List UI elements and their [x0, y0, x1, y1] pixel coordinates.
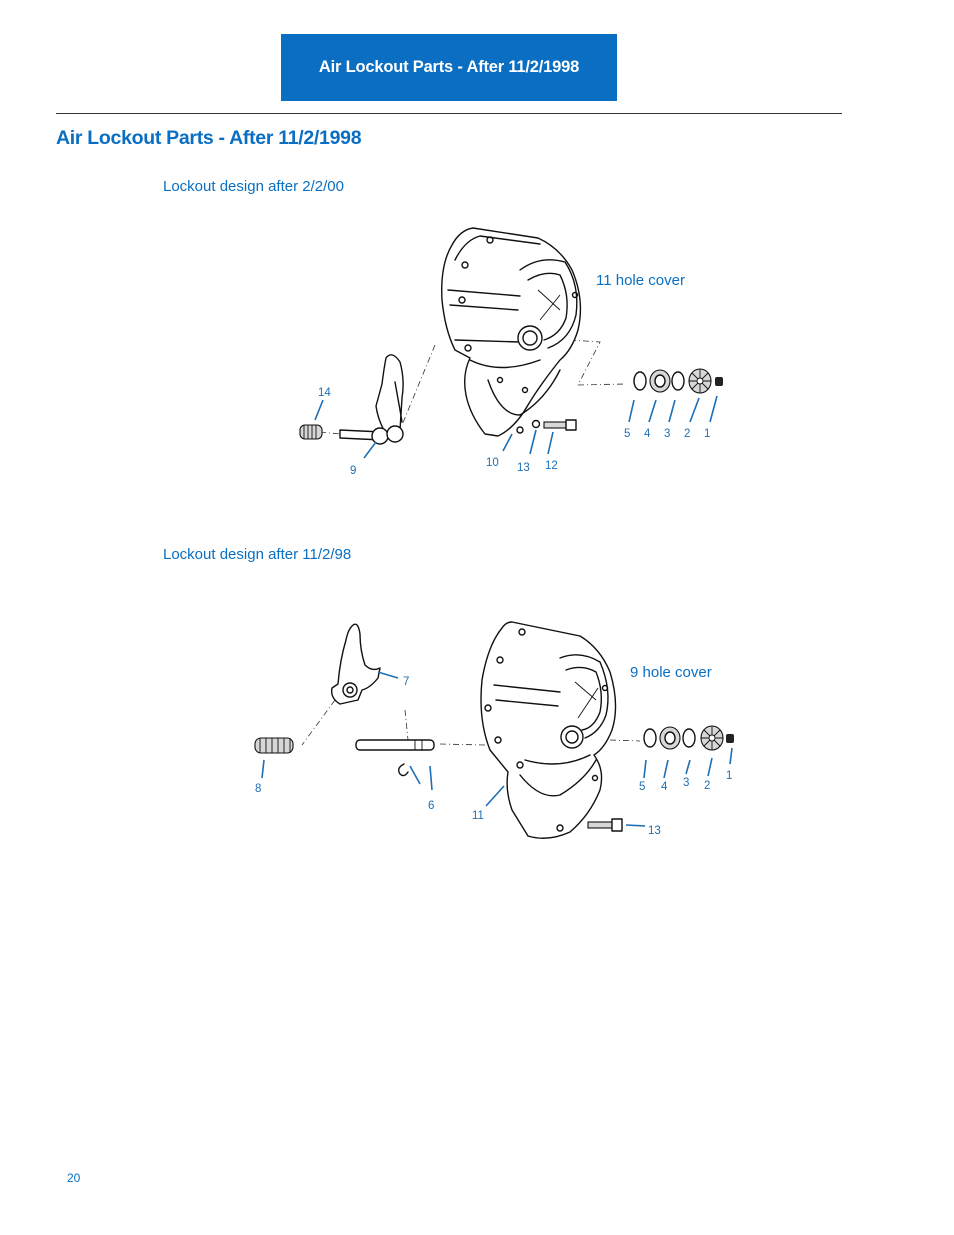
diagram1-shift-fork: [340, 355, 403, 444]
diagram2-o-ring-5: [644, 729, 656, 747]
diagram2-housing: [481, 622, 616, 838]
header-rule: [56, 113, 842, 114]
diagram2-callout-11: 11: [472, 810, 484, 822]
diagram1-piston-4: [650, 370, 670, 392]
diagram1-callout-4: 4: [644, 428, 651, 440]
diagram2-callout-3: 3: [683, 777, 690, 789]
diagram2-fitting-1: [726, 734, 734, 743]
diagram1-subtitle: Lockout design after 2/2/00: [163, 178, 344, 195]
diagram2-callout-8: 8: [255, 783, 262, 795]
diagram2-shift-fork: [332, 624, 380, 704]
diagram1-o-ring-3: [672, 372, 684, 390]
diagram2-subtitle: Lockout design after 11/2/98: [163, 546, 352, 563]
header-tab-label: Air Lockout Parts - After 11/2/1998: [318, 58, 580, 76]
diagram1-spring: [300, 425, 322, 439]
diagram2-callout-6: 6: [428, 800, 435, 812]
diagram1-callout-2: 2: [684, 428, 691, 440]
diagram1-cover-label: 11 hole cover: [596, 272, 685, 289]
diagram2-piston-4: [660, 727, 680, 749]
diagram1-callout-13: 12: [545, 460, 558, 472]
diagram1-o-ring-5: [634, 372, 646, 390]
diagram2-callout-2: 2: [704, 780, 711, 792]
diagram1-callout-5: 5: [624, 428, 631, 440]
diagram1-bolt: [544, 420, 576, 430]
diagram1-callout-10: 14: [318, 387, 331, 399]
diagram2-exploded-view: [0, 600, 954, 850]
diagram1-callout-3: 3: [664, 428, 671, 440]
diagram2-callout-1: 1: [726, 770, 733, 782]
header-tab: [281, 34, 617, 101]
page-number: 20: [67, 1171, 81, 1185]
diagram1-callout-1: 1: [704, 428, 711, 440]
page-title: Air Lockout Parts - After 11/2/1998: [56, 127, 362, 149]
diagram2-spring: [255, 738, 293, 753]
diagram1-housing: [442, 228, 581, 436]
diagram1-callout-9: 9: [350, 465, 357, 477]
diagram2-callout-5: 5: [639, 781, 646, 793]
diagram1-exploded-view: [0, 200, 954, 500]
diagram2-callout-7: 7: [403, 676, 410, 688]
diagram1-callout-12: 10: [486, 457, 499, 469]
diagram2-cover-label: 9 hole cover: [630, 664, 712, 681]
diagram2-callout-13: 13: [648, 825, 661, 837]
diagram2-shaft: [356, 740, 434, 750]
diagram2-clip: [399, 764, 408, 776]
diagram1-callout-14: 13: [517, 462, 530, 474]
diagram2-bolt: [588, 819, 622, 831]
diagram1-cover-2: [689, 369, 711, 393]
diagram1-fitting-1: [715, 377, 723, 386]
diagram2-o-ring-3: [683, 729, 695, 747]
diagram2-callout-4: 4: [661, 781, 668, 793]
diagram1-washer: [533, 421, 540, 428]
diagram2-cover-2: [701, 726, 723, 750]
